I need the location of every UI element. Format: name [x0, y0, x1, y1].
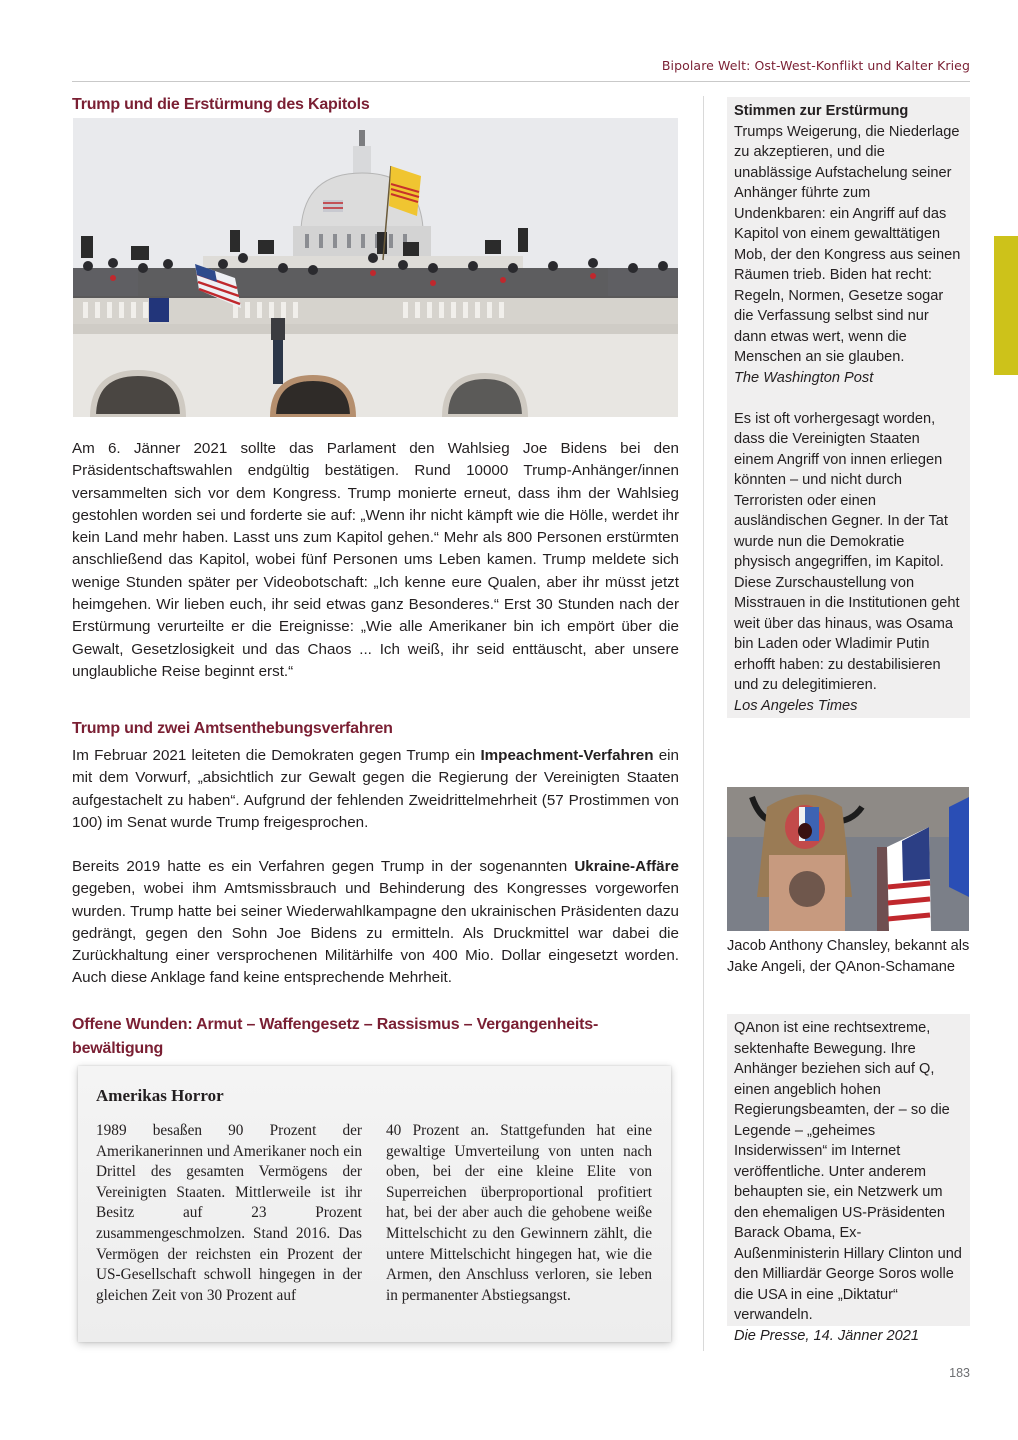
open-wounds-heading-line1: Offene Wunden: Armut – Waffengesetz – Rassismus – Vergangenheits-: [72, 1016, 599, 1033]
impeachment-term: Impeachment-Verfahren: [480, 747, 654, 764]
impeachment-text-b: ein mit dem Vorwurf, „absichtlich zur Gewalt gegen die Regierung der Vereinigten Staaten aufgestachelt zu haben“. Aufgrund der fehlenden Zweidrittelmehrheit (57 Prostimmen von 100) im Senat wurde Trump freigesprochen.: [72, 747, 679, 831]
sidebar-qanon-box: [727, 1014, 970, 1344]
open-wounds-heading-line2: bewältigung: [72, 1040, 164, 1057]
capitol-illustration: [73, 118, 678, 417]
horror-box-title: Amerikas Horror: [96, 1086, 224, 1105]
shaman-photo-caption: Jacob Anthony Chansley, bekannt als Jake Angeli, der QAnon-Schamane: [727, 938, 970, 975]
header-rule: [72, 81, 970, 82]
horror-box-column-2: 40 Prozent an. Stattgefunden hat eine gewaltige Umverteilung von unten nach oben, bei der eine kleine Elite von Superreichen überproportional profitiert hat, bei der aber auch die gehobene weiße Mittelschicht zu den Gewinnern zählt, die untere Mittelschicht hingegen hat, wie die Armen, den Anschluss verloren, sie leben in permanenter Abstiegsangst.: [386, 1122, 652, 1304]
qanon-text: QAnon ist eine rechtsextreme, sektenhafte Bewegung. Ihre Anhänger beziehen sich auf Q, einen angeblich hohen Regierungsbeamten, der – so die Legende – „geheimes Insiderwissen“ im Internet veröffentliche. Unter anderem behaupten sie, ein Netzwerk um den ehemaligen US-Präsidenten Barack Obama, Ex-Außenministerin Hillary Clinton und den Milliardär George Soros wolle die USA in eine „Diktatur“ verwandeln.: [734, 1020, 962, 1323]
ukraine-term: Ukraine-Affäre: [574, 858, 679, 875]
impeachment-text-a: Im Februar 2021 leiteten die Demokraten gegen Trump ein: [72, 747, 481, 764]
capitol-paragraph-text: Am 6. Jänner 2021 sollte das Parlament den Wahlsieg Joe Bidens bei den Präsidentschaftswahlen endgültig bestätigen. Rund 10000 Trump-Anhänger/innen versammelten sich vor dem Kongress. Trump monierte erneut, dass ihm der Wahlsieg gestohlen worden sei und forderte sie auf: „Wenn ihr nicht kämpft wie die Hölle, werdet ihr kein Land mehr haben. Lasst uns zum Kapitol gehen.“ Mehr als 800 Personen erstürmten anschließend das Kapitol, wobei fünf Personen ums Leben kamen. Trump meldete sich wenige Stunden später per Videobotschaft: „Ich kenne eure Qualen, aber ihr müsst jetzt heimgehen. Wir lieben euch, ihr seid etwas ganz Besonderes.“ Erst 30 Stunden nach der Erstürmung verurteilte er die Ereignisse: „Wie alle Amerikaner bin ich empört über die Gewalt, Gesetzlosigkeit und das Chaos ... Ich weiß, ihr seid enttäuscht, aber unsere unglaubliche Reise beginnt erst.“: [72, 440, 679, 680]
shaman-illustration: [727, 787, 969, 931]
section-heading-open-wounds: [72, 1013, 682, 1061]
qanon-source: Die Presse, 14. Jänner 2021: [734, 1327, 919, 1344]
capitol-paragraph: [72, 438, 679, 683]
ukraine-text-a: Bereits 2019 hatte es ein Verfahren gegen Trump in der sogenannten: [72, 858, 575, 875]
voices-quote-1: Trumps Weigerung, die Niederlage zu akzeptieren, und die unablässige Aufstachelung seiner Anhänger führte zum Undenkbaren: ein Angriff auf das Kapitol von einem gewalttätigen Mob, der den Kongress aus seinen Räumen trieb. Biden hat recht: Regeln, Normen, Gesetze sogar die Verfassung selbst sind nur dann etwas wert, wenn die Menschen an sie glauben.: [734, 123, 961, 365]
section-heading-impeachment: Trump und zwei Amtsenthebungsverfahren: [72, 720, 393, 737]
voices-source-2: Los Angeles Times: [734, 697, 858, 714]
shaman-photo: [727, 787, 969, 931]
horror-box: [78, 1066, 671, 1342]
column-divider: [703, 96, 704, 1351]
impeachment-paragraph-1: [72, 745, 679, 834]
voices-quote-2: Es ist oft vorhergesagt worden, dass die Vereinigten Staaten einem Angriff von innen erliegen könnten – und nicht durch Terroristen oder einen ausländischen Gegner. In der Tat wurde nun die Demokratie physisch angegriffen, im Kapitol. Diese Zurschaustellung von Misstrauen in die Institutionen geht weit über das hinaus, was Osama bin Laden oder Wladimir Putin erhofft haben: zu destabilisieren und zu delegitimieren.: [734, 410, 960, 693]
ukraine-text-b: gegeben, wobei ihm Amtsmissbrauch und Behinderung des Kongresses vorgeworfen wurden. Trump hatte bei seiner Wiederwahlkampagne den ukrainischen Präsidenten dazu gedrängt, gegen den Sohn Joe Bidens zu ermitteln. Als Druckmittel war dabei die Zurückhaltung einer versprochenen Militärhilfe von 400 Mio. Dollar eingesetzt worden. Auch diese Anklage fand keine entsprechende Mehrheit.: [72, 880, 679, 987]
voices-source-1: The Washington Post: [734, 369, 874, 386]
section-heading-capitol: Trump und die Erstürmung des Kapitols: [72, 96, 370, 113]
horror-box-column-1: 1989 besaßen 90 Prozent der Amerikanerinnen und Amerikaner noch ein Drittel des gesamten Vermögens der Vereinigten Staaten. Mittlerweile ist ihr Besitz auf 23 Prozent zusammengeschmolzen. Stand 2016. Das Vermögen der reichsten ein Prozent der US-Gesellschaft schwoll hingegen in der gleichen Zeit von 30 Prozent auf: [96, 1122, 362, 1304]
page-number: 183: [949, 1366, 970, 1380]
impeachment-paragraph-2: [72, 856, 679, 990]
spacer: [734, 388, 963, 409]
chapter-thumb-tab: [994, 236, 1018, 375]
capitol-photo: [73, 118, 678, 417]
voices-title: Stimmen zur Erstürmung: [734, 103, 909, 119]
running-head: Bipolare Welt: Ost-West-Konflikt und Kalter Krieg: [661, 58, 970, 73]
sidebar-voices-box: [727, 97, 970, 718]
